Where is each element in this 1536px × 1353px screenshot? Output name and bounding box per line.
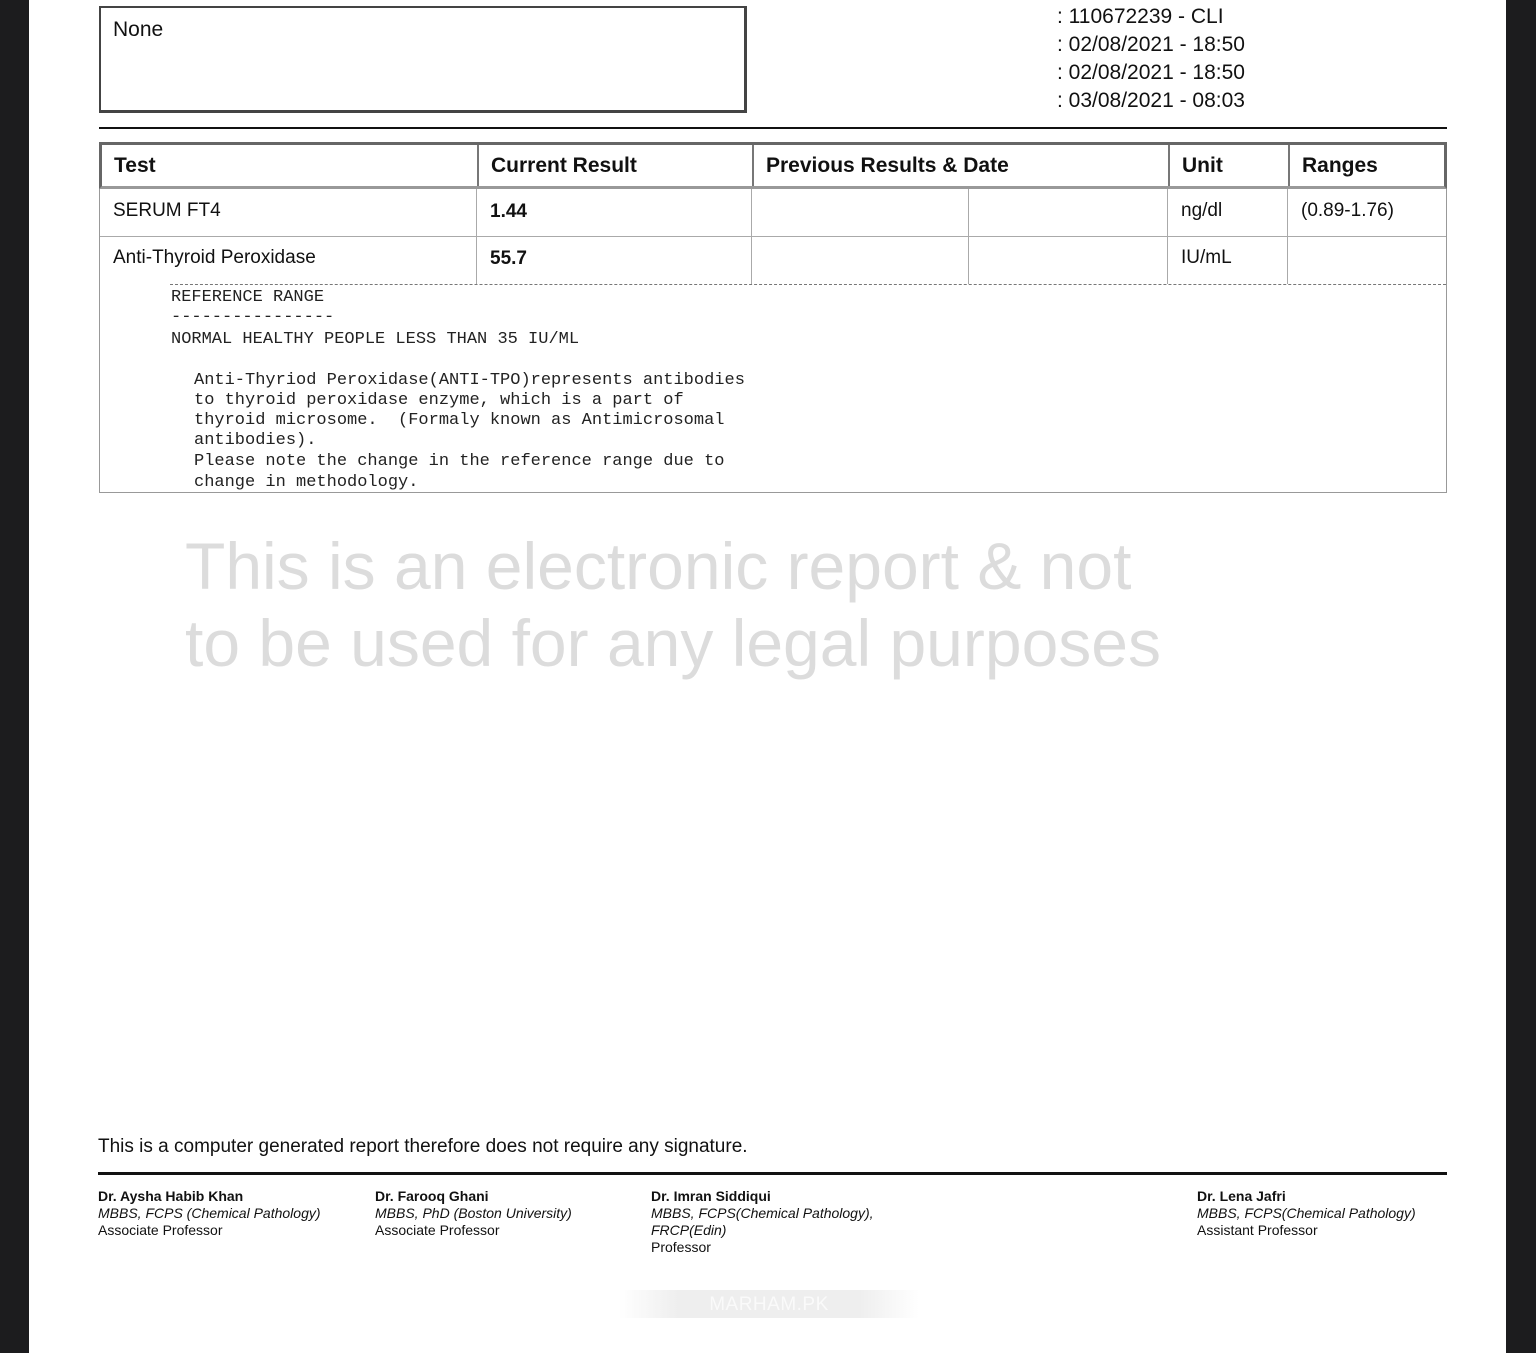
reference-heading: REFERENCE RANGE [171,288,325,307]
reference-note-line: Anti-Thyriod Peroxidase(ANTI-TPO)represents antibodies [194,371,745,390]
reference-note-line: antibodies). [194,431,317,450]
results-table-header [99,142,1447,189]
row-unit: ng/dl [1181,200,1223,221]
doctor-name: Dr. Farooq Ghani [375,1188,489,1204]
doctor-signatory [98,1188,321,1239]
remarks-text: None [113,18,164,41]
reference-normal: NORMAL HEALTHY PEOPLE LESS THAN 35 IU/ML [171,330,580,349]
doctor-name: Dr. Lena Jafri [1197,1188,1286,1204]
electronic-report-watermark [185,528,1285,682]
header-test: Test [114,154,156,177]
row-unit: IU/mL [1181,247,1232,268]
header-current-result: Current Result [491,154,637,177]
doctor-credentials: MBBS, PhD (Boston University) [375,1205,572,1221]
meta-value: : 03/08/2021 - 08:03 [1057,89,1245,112]
row-range: (0.89-1.76) [1301,200,1394,221]
doctor-title: Professor [651,1239,711,1255]
watermark-line: This is an electronic report & not [185,529,1132,603]
row-divider [100,236,1446,237]
reference-note-line: to thyroid peroxidase enzyme, which is a part of [194,391,684,410]
header-ranges: Ranges [1302,154,1378,177]
doctor-title: Assistant Professor [1197,1222,1318,1238]
dashed-separator [170,284,1446,285]
doctor-title: Associate Professor [98,1222,223,1238]
results-table-body [99,189,1447,493]
header-divider [99,127,1447,129]
reference-underline: ---------------- [171,308,335,327]
doctor-signatory [375,1188,572,1239]
brand-text: MARHAM.PK [709,1294,829,1315]
doctor-credentials: MBBS, FCPS(Chemical Pathology), [651,1205,874,1221]
doctor-credentials: MBBS, FCPS (Chemical Pathology) [98,1205,321,1221]
report-page [29,0,1506,1353]
meta-value: : 110672239 - CLI [1057,5,1224,28]
row-test-name: SERUM FT4 [113,200,221,221]
footer-divider [98,1172,1447,1175]
remarks-box [99,6,747,113]
reference-note-line: Please note the change in the reference range due to [194,452,725,471]
watermark-line: to be used for any legal purposes [185,606,1161,680]
header-previous-results: Previous Results & Date [766,154,1009,177]
doctor-credentials: FRCP(Edin) [651,1222,727,1238]
doctor-name: Dr. Imran Siddiqui [651,1188,771,1204]
doctor-signatory [651,1188,874,1256]
row-current-result: 1.44 [490,201,527,222]
meta-value: : 02/08/2021 - 18:50 [1057,61,1245,84]
doctor-signatory [1197,1188,1416,1239]
row-current-result: 55.7 [490,248,527,269]
doctor-credentials: MBBS, FCPS(Chemical Pathology) [1197,1205,1416,1221]
brand-watermark [619,1290,919,1318]
signature-note: This is a computer generated report therefore does not require any signature. [98,1136,748,1157]
doctor-title: Associate Professor [375,1222,500,1238]
doctor-name: Dr. Aysha Habib Khan [98,1188,244,1204]
header-unit: Unit [1182,154,1223,177]
reference-note-line: change in methodology. [194,473,419,492]
row-test-name: Anti-Thyroid Peroxidase [113,247,316,268]
reference-note-line: thyroid microsome. (Formaly known as Antimicrosomal [194,411,725,430]
meta-value: : 02/08/2021 - 18:50 [1057,33,1245,56]
